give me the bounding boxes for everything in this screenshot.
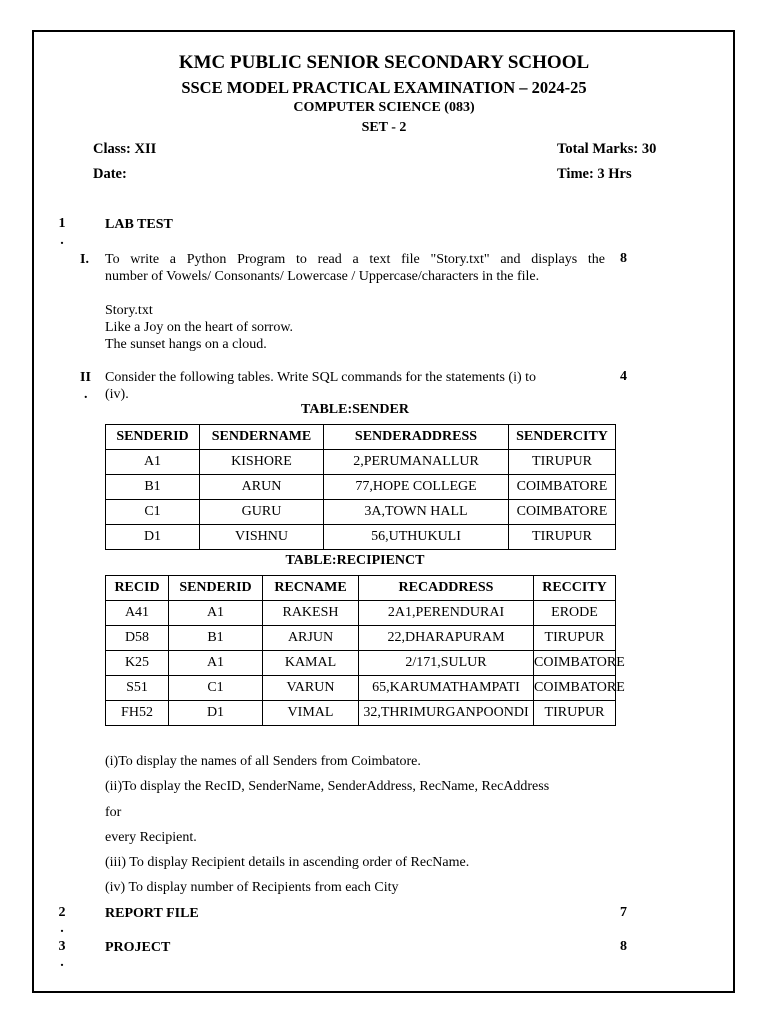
recipient-table-caption: TABLE:RECIPIENCT	[285, 553, 425, 568]
table-cell: 2/171,SULUR	[359, 651, 534, 676]
table-cell: 77,HOPE COLLEGE	[324, 475, 509, 500]
question-1-dot: .	[60, 233, 64, 248]
table-cell: 22,DHARAPURAM	[359, 626, 534, 651]
column-header: RECID	[106, 576, 169, 601]
time-label: Time: 3 Hrs	[557, 166, 632, 182]
question-2-marks: 7	[620, 905, 627, 920]
table-cell: ERODE	[534, 601, 616, 626]
question-1-number: 1	[58, 216, 66, 231]
column-header: RECADDRESS	[359, 576, 534, 601]
column-header: SENDERADDRESS	[324, 425, 509, 450]
set-label: SET - 2	[361, 120, 407, 135]
table-cell: KISHORE	[200, 450, 324, 475]
part-2-dot: .	[84, 387, 88, 402]
table-cell: 65,KARUMATHAMPATI	[359, 676, 534, 701]
question-2-title: REPORT FILE	[105, 906, 199, 921]
sql-statement: every Recipient.	[105, 830, 197, 845]
table-cell: B1	[169, 626, 263, 651]
sql-statement: for	[105, 805, 122, 820]
table-cell: VIMAL	[263, 701, 359, 726]
table-cell: ARJUN	[263, 626, 359, 651]
table-cell: FH52	[106, 701, 169, 726]
part-1-text-line2: number of Vowels/ Consonants/ Lowercase / Uppercase/characters in the file.	[105, 269, 540, 284]
sql-statement: (i)To display the names of all Senders from Coimbatore.	[105, 754, 421, 769]
table-cell: TIRUPUR	[534, 701, 616, 726]
table-cell: COIMBATORE	[509, 475, 616, 500]
table-cell: RAKESH	[263, 601, 359, 626]
table-row	[106, 475, 616, 500]
table-cell: 32,THRIMURGANPOONDI	[359, 701, 534, 726]
sender-table	[105, 424, 616, 550]
table-row	[106, 500, 616, 525]
table-cell: ARUN	[200, 475, 324, 500]
recipient-table	[105, 575, 625, 726]
table-cell: A1	[106, 450, 200, 475]
column-header: RECNAME	[263, 576, 359, 601]
table-cell: COIMBATORE	[509, 500, 616, 525]
story-line-1: Like a Joy on the heart of sorrow.	[105, 320, 294, 335]
part-1-roman: I.	[80, 252, 89, 267]
part-2-text-line1: Consider the following tables. Write SQL commands for the statements (i) to	[105, 370, 537, 385]
table-cell: K25	[106, 651, 169, 676]
table-cell: GURU	[200, 500, 324, 525]
table-cell: C1	[106, 500, 200, 525]
table-cell: A41	[106, 601, 169, 626]
table-cell: TIRUPUR	[534, 626, 616, 651]
part-2-marks: 4	[620, 369, 627, 384]
sender-table-caption: TABLE:SENDER	[301, 402, 409, 417]
question-1-title: LAB TEST	[105, 217, 173, 232]
table-cell: COIMBATORE	[534, 676, 616, 701]
school-name: KMC PUBLIC SENIOR SECONDARY SCHOOL	[178, 52, 590, 73]
question-3-number: 3	[58, 939, 66, 954]
table-row	[106, 651, 616, 676]
sender-table-header-row	[106, 425, 616, 450]
table-cell: TIRUPUR	[509, 525, 616, 550]
table-row	[106, 676, 616, 701]
class-label: Class: XII	[93, 141, 157, 157]
part-1-text-line1: To write a Python Program to read a text file "Story.txt" and displays the	[105, 252, 605, 267]
exam-title: SSCE MODEL PRACTICAL EXAMINATION – 2024-25	[181, 78, 587, 97]
question-3-title: PROJECT	[105, 940, 171, 955]
total-marks: Total Marks: 30	[557, 141, 657, 157]
table-row	[106, 626, 616, 651]
question-2-dot: .	[60, 921, 64, 936]
recipient-table-header-row	[106, 576, 616, 601]
table-cell: KAMAL	[263, 651, 359, 676]
table-cell: S51	[106, 676, 169, 701]
column-header: SENDERNAME	[200, 425, 324, 450]
column-header: RECCITY	[534, 576, 616, 601]
table-cell: A1	[169, 601, 263, 626]
table-cell: VISHNU	[200, 525, 324, 550]
part-1-marks: 8	[620, 251, 627, 266]
table-cell: VARUN	[263, 676, 359, 701]
table-row	[106, 525, 616, 550]
column-header: SENDERCITY	[509, 425, 616, 450]
table-cell: TIRUPUR	[509, 450, 616, 475]
table-cell: D1	[106, 525, 200, 550]
table-row	[106, 701, 616, 726]
table-row	[106, 601, 616, 626]
table-cell: D1	[169, 701, 263, 726]
table-cell: COIMBATORE	[534, 651, 616, 676]
sql-statement: (iii) To display Recipient details in ascending order of RecName.	[105, 855, 470, 870]
table-cell: 56,UTHUKULI	[324, 525, 509, 550]
date-label: Date:	[93, 166, 127, 182]
table-cell: C1	[169, 676, 263, 701]
question-3-dot: .	[60, 955, 64, 970]
sql-statement: (ii)To display the RecID, SenderName, SenderAddress, RecName, RecAddress	[105, 779, 550, 794]
table-cell: A1	[169, 651, 263, 676]
table-cell: B1	[106, 475, 200, 500]
sql-statement: (iv) To display number of Recipients from each City	[105, 880, 399, 895]
table-cell: 2,PERUMANALLUR	[324, 450, 509, 475]
part-2-text-line2: (iv).	[105, 387, 129, 402]
column-header: SENDERID	[106, 425, 200, 450]
story-line-2: The sunset hangs on a cloud.	[105, 337, 267, 352]
table-cell: 3A,TOWN HALL	[324, 500, 509, 525]
subject-title: COMPUTER SCIENCE (083)	[293, 100, 475, 115]
column-header: SENDERID	[169, 576, 263, 601]
part-2-roman: II	[80, 370, 91, 385]
table-cell: 2A1,PERENDURAI	[359, 601, 534, 626]
question-3-marks: 8	[620, 939, 627, 954]
story-file-name: Story.txt	[105, 303, 153, 318]
table-cell: D58	[106, 626, 169, 651]
question-2-number: 2	[58, 905, 66, 920]
table-row	[106, 450, 616, 475]
